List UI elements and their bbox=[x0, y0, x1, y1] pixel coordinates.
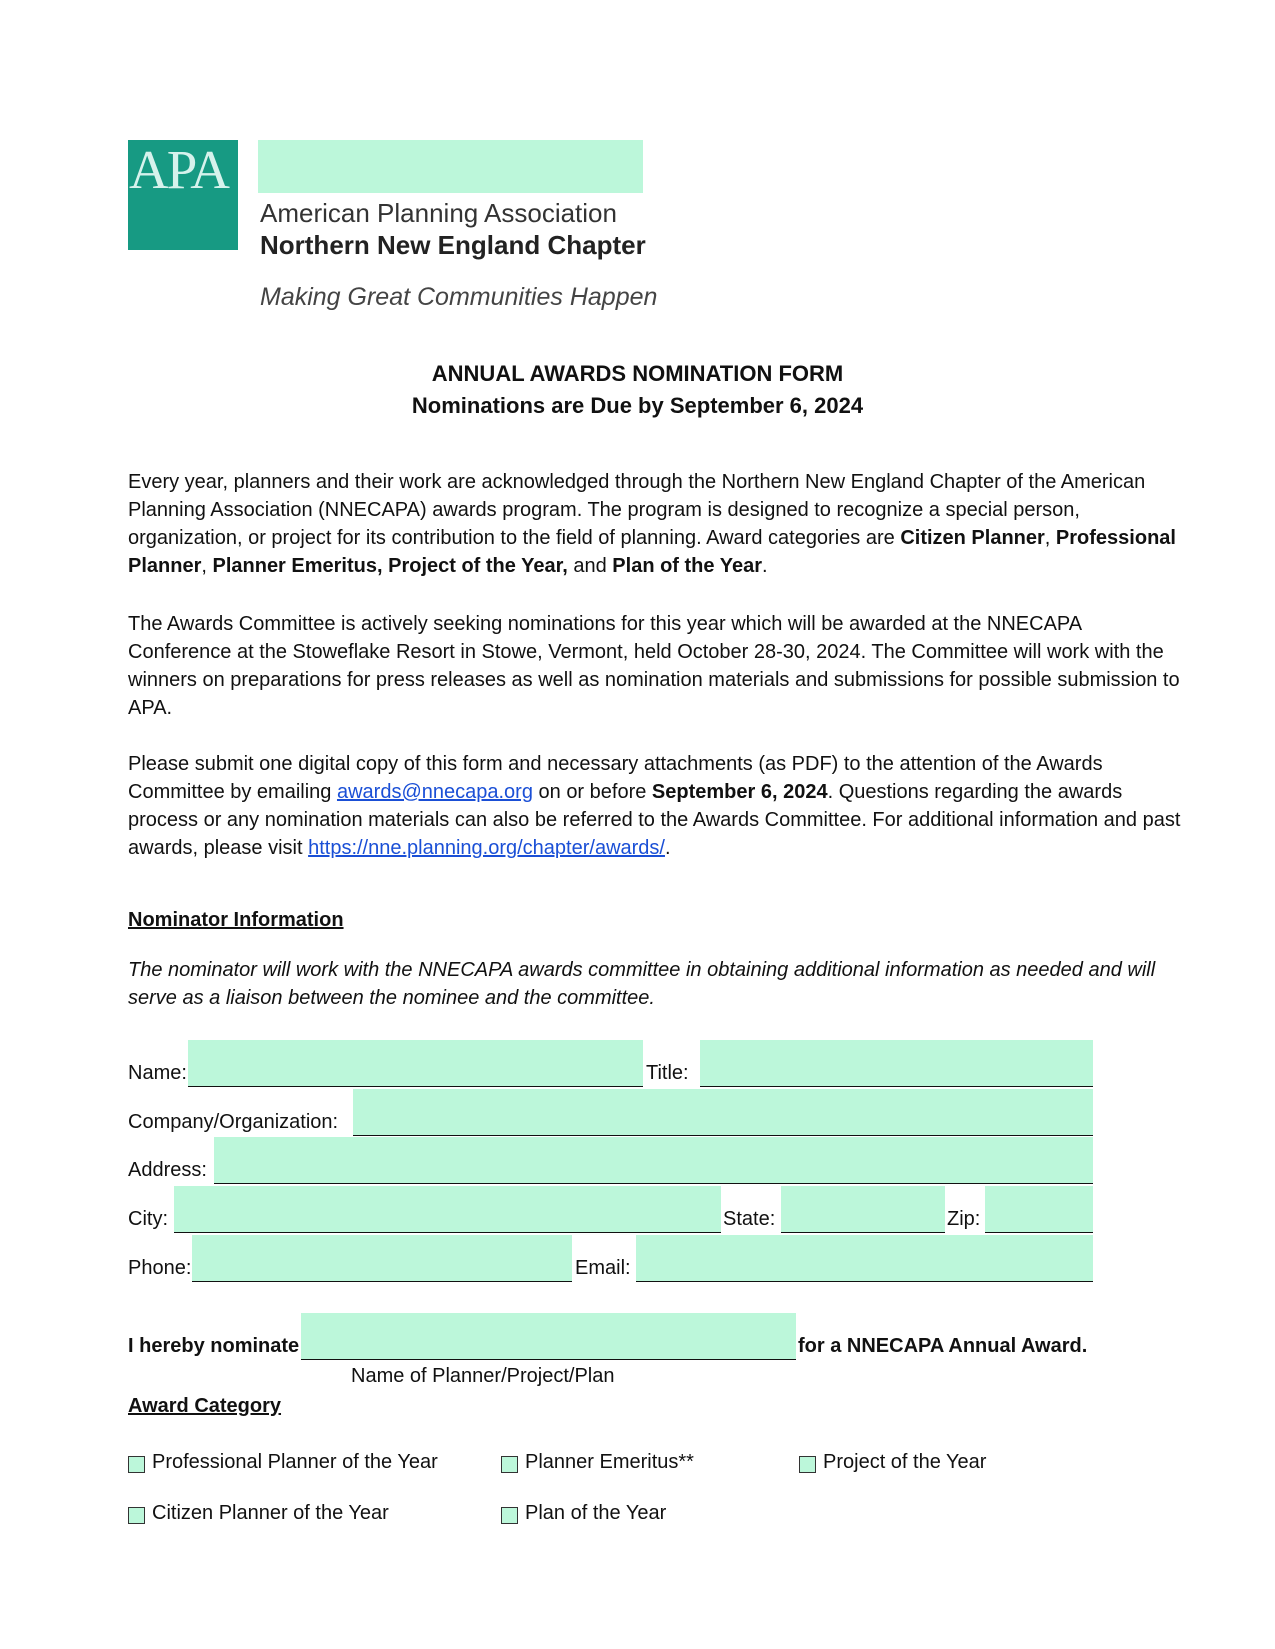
category-plan: Plan of the Year bbox=[612, 555, 762, 577]
professional-planner-label: Professional Planner of the Year bbox=[152, 1451, 438, 1473]
plan-of-year-label: Plan of the Year bbox=[525, 1502, 667, 1524]
intro-text: Every year, planners and their work are acknowledged through the Northern New England Chapter of the American Planning Association (NNECAPA) awards program. The program is designed to recognize a special person, organization, or project for its contribution to the field of planning. Award categories are bbox=[128, 471, 1146, 549]
state-field[interactable] bbox=[781, 1186, 945, 1233]
chapter-name: Northern New England Chapter bbox=[260, 230, 646, 260]
intro-text: on or before bbox=[532, 781, 652, 803]
phone-field[interactable] bbox=[192, 1235, 572, 1282]
intro-paragraph-1 bbox=[128, 468, 1188, 580]
intro-text: and bbox=[567, 555, 613, 577]
company-label: Company/Organization: bbox=[128, 1111, 339, 1133]
apa-logo-text: APA bbox=[129, 139, 228, 200]
intro-text: Please submit one digital copy of this form and necessary attachments (as PDF) to the attention of the Awards Committee by emailing bbox=[128, 753, 1103, 803]
planner-emeritus-label: Planner Emeritus** bbox=[525, 1451, 694, 1473]
name-field[interactable] bbox=[188, 1040, 643, 1087]
project-of-year-label: Project of the Year bbox=[823, 1451, 987, 1473]
nominee-field[interactable] bbox=[301, 1313, 796, 1360]
awards-email-link[interactable]: awards@nnecapa.org bbox=[336, 781, 533, 803]
tagline: Making Great Communities Happen bbox=[260, 283, 658, 311]
nominate-suffix: for a NNECAPA Annual Award. bbox=[798, 1335, 1088, 1357]
intro-paragraph-3 bbox=[128, 750, 1188, 862]
title-field[interactable] bbox=[700, 1040, 1093, 1087]
professional-planner-checkbox[interactable] bbox=[128, 1456, 145, 1473]
citizen-planner-label: Citizen Planner of the Year bbox=[152, 1502, 389, 1524]
name-label: Name: bbox=[128, 1062, 187, 1084]
phone-label: Phone: bbox=[128, 1257, 192, 1279]
state-label: State: bbox=[723, 1208, 776, 1230]
zip-label: Zip: bbox=[947, 1208, 981, 1230]
email-label: Email: bbox=[575, 1257, 631, 1279]
award-category-heading: Award Category bbox=[128, 1395, 282, 1417]
city-label: City: bbox=[128, 1208, 168, 1230]
plan-of-year-checkbox[interactable] bbox=[501, 1507, 518, 1524]
nominator-heading: Nominator Information bbox=[128, 909, 344, 931]
nominee-caption: Name of Planner/Project/Plan bbox=[351, 1365, 615, 1387]
intro-text: , bbox=[201, 555, 213, 577]
planner-emeritus-checkbox[interactable] bbox=[501, 1456, 518, 1473]
title-label: Title: bbox=[646, 1062, 689, 1084]
form-deadline: Nominations are Due by September 6, 2024 bbox=[411, 393, 864, 418]
address-field[interactable] bbox=[214, 1137, 1093, 1184]
category-citizen: Citizen Planner bbox=[900, 527, 1045, 549]
nominator-note: The nominator will work with the NNECAPA awards committee in obtaining additional information as needed and will serve as a liaison between the nominee and the committee. bbox=[128, 959, 1156, 1009]
deadline-date: September 6, 2024 bbox=[651, 781, 828, 803]
project-of-year-checkbox[interactable] bbox=[799, 1456, 816, 1473]
city-field[interactable] bbox=[174, 1186, 721, 1233]
intro-text: . Questions regarding the awards process or any nomination materials can also be referred to the Awards Committee. For additional information and past awards, please visit bbox=[128, 781, 1181, 859]
category-emeritus-project: Planner Emeritus, Project of the Year, bbox=[212, 555, 568, 577]
org-name: American Planning Association bbox=[260, 198, 617, 228]
nominate-prefix: I hereby nominate bbox=[128, 1335, 300, 1357]
address-label: Address: bbox=[128, 1159, 207, 1181]
form-title: ANNUAL AWARDS NOMINATION FORM bbox=[431, 361, 844, 386]
intro-text: , bbox=[1044, 527, 1056, 549]
zip-field[interactable] bbox=[985, 1186, 1093, 1233]
intro-text: . bbox=[761, 555, 768, 577]
intro-text: . bbox=[664, 837, 671, 859]
intro-paragraph-2: The Awards Committee is actively seeking nominations for this year which will be awarded at the NNECAPA Conference at the Stoweflake Resort in Stowe, Vermont, held October 28-30, 2024. The Committee will work with the winners on preparations for press releases as well as nomination materials and submissions for possible submission to APA. bbox=[128, 613, 1180, 719]
company-field[interactable] bbox=[353, 1089, 1093, 1136]
citizen-planner-checkbox[interactable] bbox=[128, 1507, 145, 1524]
category-professional: Professional Planner bbox=[128, 527, 1176, 577]
email-field[interactable] bbox=[636, 1235, 1093, 1282]
apa-logo bbox=[128, 140, 238, 250]
awards-url-link[interactable]: https://nne.planning.org/chapter/awards/ bbox=[308, 837, 665, 859]
header-band bbox=[258, 140, 643, 193]
